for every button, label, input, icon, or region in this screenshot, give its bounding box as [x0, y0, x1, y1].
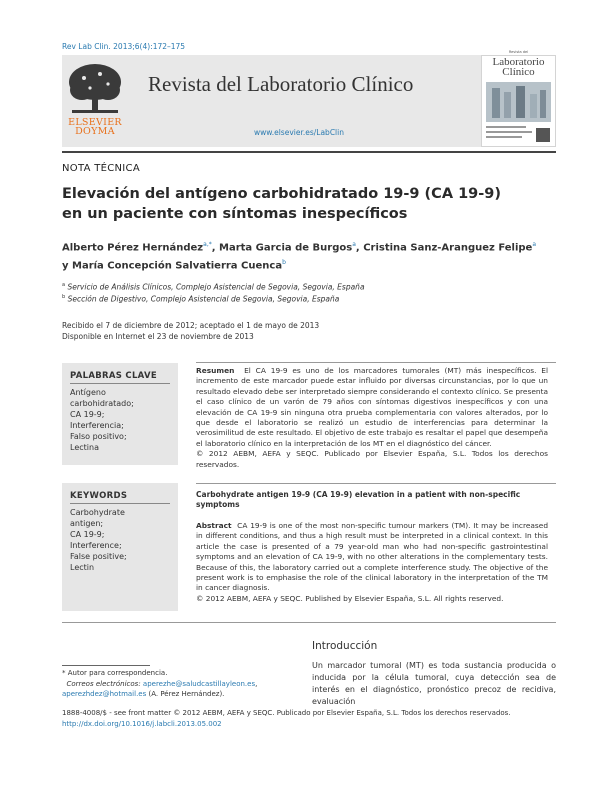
introduction-text: Un marcador tumoral (MT) es toda sustancia producida o inducida por la célula tumoral, cuya detección sea de interés en el diagnóstico, pronóstico precoz de recidiva, evaluación	[312, 661, 556, 706]
received-date: Recibido el 7 de diciembre de 2012; aceptado el 1 de mayo de 2013	[62, 321, 320, 330]
logo-line-2: DOYMA	[75, 126, 115, 137]
abstract-en-label: Abstract	[196, 521, 232, 530]
front-matter	[62, 708, 511, 729]
keyword-item: Falso positivo;	[70, 432, 127, 441]
keyword-item: Lectin	[70, 563, 95, 572]
footnote-rule	[62, 665, 150, 666]
correspondence-footnote	[62, 668, 302, 700]
keyword-item: False positive;	[70, 552, 127, 561]
logo-line-1: ELSEVIER	[68, 117, 122, 128]
author-affil: a	[532, 241, 537, 248]
abstract-en-text: CA 19-9 is one of the most non-specific tumour markers (TM). It may be increased in different conditions, and thus a high result must be interpreted in a clinical context. In this article the case is presented of a 79 year-old man who had non-specific gastrointestinal symptoms and an elevation of CA 19-9, with no other alterations in the complementary tests. Because of this, the laboratory carried out a complete interference study. The objective of the present work is to emphasise the role of the clinical laboratory in the interpretation of the TM in cancer diagnosis.	[196, 521, 549, 593]
keyword-item: Interferencia;	[70, 421, 124, 430]
cover-title-line-2: Clínico	[502, 66, 535, 78]
header-rule	[62, 151, 556, 153]
article-type: NOTA TÉCNICA	[62, 163, 140, 174]
abstract-en-rule	[196, 483, 556, 484]
keyword-item: carbohidratado;	[70, 399, 134, 408]
abstract-es	[196, 366, 548, 470]
elsevier-doyma-wordmark	[58, 118, 132, 136]
abstract-rule-top	[196, 362, 556, 363]
title-line-2: en un paciente con síntomas inespecíficos	[62, 206, 408, 222]
emails-label: Correos electrónicos:	[66, 679, 141, 688]
author-list	[62, 237, 562, 274]
affil-marker: b	[62, 294, 66, 300]
keywords-en-heading: KEYWORDS	[70, 491, 170, 504]
author-affil: b	[282, 259, 286, 267]
author-name: Alberto Pérez Hernández	[62, 242, 204, 254]
keyword-item: CA 19-9;	[70, 410, 105, 419]
author-name: Marta Garcia de Burgos	[219, 242, 353, 254]
author-affil: a	[352, 241, 356, 248]
author-affil: a,*	[203, 241, 212, 248]
cover-title-line-1: Laboratorio	[492, 56, 545, 68]
online-date: Disponible en Internet el 23 de noviembre de 2013	[62, 332, 254, 341]
article-title	[62, 184, 552, 224]
email-link-1[interactable]: aperezhe@saludcastillayleon.es	[142, 679, 256, 688]
journal-title: Revista del Laboratorio Clínico	[148, 72, 414, 96]
keywords-es-box	[62, 363, 178, 465]
author-separator: ,	[211, 242, 220, 254]
abstract-es-copyright: © 2012 AEBM, AEFA y SEQC. Publicado por Elsevier España, S.L. Todos los derechos reservados.	[196, 449, 548, 469]
doi-link[interactable]: http://dx.doi.org/10.1016/j.labcli.2013.05.002	[62, 719, 222, 728]
keyword-item: Antígeno	[70, 388, 106, 397]
affiliation-b	[62, 294, 339, 304]
affiliation-a	[62, 282, 365, 292]
footnote-emails-2	[62, 689, 302, 700]
keywords-en-box	[62, 483, 178, 611]
keyword-item: Carbohydrate	[70, 508, 125, 517]
issn-line: 1888-4008/$ - see front matter © 2012 AEBM, AEFA y SEQC. Publicado por Elsevier España, S.L. Todos los derechos reservados.	[62, 709, 511, 717]
authors-line-1	[62, 237, 562, 255]
email-suffix: (A. Pérez Hernández).	[148, 690, 225, 698]
footnote-emails: Correos electrónicos: aperezhe@saludcastillayleon.es,	[66, 679, 258, 688]
keyword-item: antigen;	[70, 519, 104, 528]
cover-image	[486, 82, 551, 144]
affil-text: Servicio de Análisis Clínicos, Complejo Asistencial de Segovia, Segovia, España	[67, 282, 365, 292]
keyword-item: CA 19-9;	[70, 530, 105, 539]
abstract-en-copyright: © 2012 AEBM, AEFA y SEQC. Published by Elsevier España, S.L. All rights reserved.	[196, 593, 504, 603]
citation: Rev Lab Clin. 2013;6(4):172–175	[62, 42, 186, 51]
abstract-rule-bottom	[62, 622, 556, 623]
cover-small-text: Revista del	[508, 50, 529, 54]
affil-marker: a	[62, 282, 66, 288]
abstract-es-label: Resumen	[196, 366, 235, 375]
author-name: y María Concepción Salvatierra Cuenca	[62, 260, 283, 272]
introduction-heading: Introducción	[312, 640, 378, 652]
keyword-item: Interference;	[70, 541, 122, 550]
email-link-2[interactable]: aperezhdez@hotmail.es	[62, 690, 147, 698]
keywords-es-heading: PALABRAS CLAVE	[70, 371, 170, 384]
keyword-item: Lectina	[70, 443, 99, 452]
abstract-es-text: El CA 19-9 es uno de los marcadores tumorales (MT) más inespecíficos. El incremento de este marcador puede estar influido por diversas circunstancias, por lo que un resultado elevado debe ser interpretado siempre considerando el contexto clínico. Se presenta el caso clínico de un varón de 79 años con síntomas digestivos inespecíficos y con una elevación de CA 19-9 sin ninguna otra prueba complementaria con valores alterados, por lo que desde el laboratorio se realizó un estudio de interferencias para determinar la verosimilitud de este resultado. El objetivo de este trabajo es resaltar el papel que desempeña el laboratorio clínico en la interpretación de los MT en el diagnóstico del cáncer.	[196, 366, 549, 448]
footnote-star: * Autor para correspondencia.	[62, 669, 168, 677]
author-name: Cristina Sanz-Aranguez Felipe	[363, 242, 533, 254]
cover-title	[482, 57, 555, 77]
author-separator: ,	[355, 242, 364, 254]
affil-text: Sección de Digestivo, Complejo Asistencial de Segovia, Segovia, España	[67, 294, 340, 304]
journal-url[interactable]: www.elsevier.es/LabClin	[254, 128, 344, 137]
authors-line-2	[62, 255, 562, 273]
title-line-1: Elevación del antígeno carbohidratado 19-9 (CA 19-9)	[62, 186, 502, 202]
abstract-en	[196, 521, 548, 604]
english-title: Carbohydrate antigen 19-9 (CA 19-9) elevation in a patient with non-specific symptoms	[196, 490, 521, 509]
